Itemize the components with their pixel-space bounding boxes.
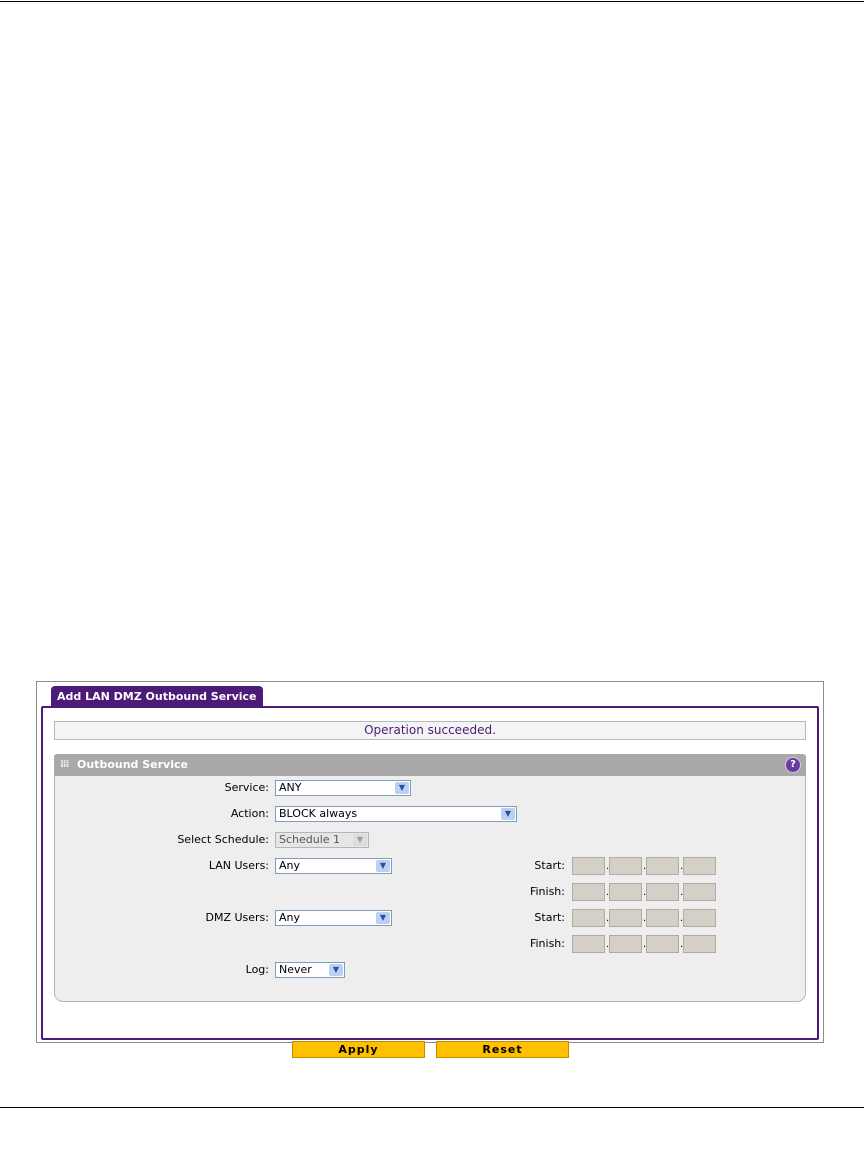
lan-finish-octet-2[interactable] [609, 883, 642, 901]
outbound-service-header [54, 754, 806, 776]
ip-dot: . [606, 913, 610, 924]
dmz-users-select[interactable] [275, 910, 392, 926]
dmz-finish-octet-1[interactable] [572, 935, 605, 953]
reset-button[interactable]: Reset [436, 1041, 569, 1058]
dmz-finish-ip [572, 935, 720, 953]
lan-start-label: Start: [534, 859, 565, 872]
dmz-finish-octet-4[interactable] [683, 935, 716, 953]
dmz-users-select-value: Any [279, 911, 301, 924]
dmz-finish-octet-3[interactable] [646, 935, 679, 953]
ip-dot: . [606, 887, 610, 898]
chevron-down-icon: ▼ [395, 782, 409, 794]
ip-dot: . [680, 913, 684, 924]
log-label: Log: [245, 963, 269, 976]
chevron-down-icon: ▼ [329, 964, 343, 976]
content-frame [41, 706, 819, 1056]
lan-finish-octet-1[interactable] [572, 883, 605, 901]
help-icon[interactable]: ? [785, 757, 801, 773]
ip-dot: . [606, 861, 610, 872]
page-bottom-rule [0, 1107, 864, 1108]
dmz-finish-label: Finish: [529, 937, 565, 950]
dmz-start-octet-3[interactable] [646, 909, 679, 927]
schedule-select [275, 832, 369, 848]
lan-finish-label: Finish: [529, 885, 565, 898]
service-select[interactable] [275, 780, 411, 796]
dmz-start-ip [572, 909, 720, 927]
lan-users-select[interactable] [275, 858, 392, 874]
lan-start-octet-4[interactable] [683, 857, 716, 875]
ip-dot: . [643, 861, 647, 872]
grip-icon: ⁞⁞⁞ [60, 759, 69, 770]
dmz-finish-octet-2[interactable] [609, 935, 642, 953]
section-title: Outbound Service [77, 758, 188, 771]
action-select-value: BLOCK always [279, 807, 358, 820]
lan-finish-ip [572, 883, 720, 901]
action-label: Action: [230, 807, 269, 820]
service-select-value: ANY [279, 781, 302, 794]
dmz-start-label: Start: [534, 911, 565, 924]
tab-add-lan-dmz-outbound-service[interactable]: Add LAN DMZ Outbound Service [51, 686, 263, 707]
ip-dot: . [680, 861, 684, 872]
router-config-screenshot [36, 681, 824, 1056]
ip-dot: . [680, 887, 684, 898]
lan-start-ip [572, 857, 720, 875]
dmz-start-octet-1[interactable] [572, 909, 605, 927]
chevron-down-icon: ▼ [353, 834, 367, 846]
schedule-label: Select Schedule: [177, 833, 269, 846]
service-label: Service: [224, 781, 269, 794]
lan-finish-octet-3[interactable] [646, 883, 679, 901]
apply-button[interactable]: Apply [292, 1041, 425, 1058]
ip-dot: . [643, 887, 647, 898]
lan-start-octet-3[interactable] [646, 857, 679, 875]
schedule-select-value: Schedule 1 [279, 833, 341, 846]
chevron-down-icon: ▼ [376, 912, 390, 924]
page-top-rule [0, 1, 864, 2]
lan-finish-octet-4[interactable] [683, 883, 716, 901]
dmz-start-octet-2[interactable] [609, 909, 642, 927]
dmz-start-octet-4[interactable] [683, 909, 716, 927]
ip-dot: . [643, 913, 647, 924]
lan-start-octet-2[interactable] [609, 857, 642, 875]
lan-start-octet-1[interactable] [572, 857, 605, 875]
lan-users-label: LAN Users: [208, 859, 269, 872]
ip-dot: . [680, 939, 684, 950]
ip-dot: . [606, 939, 610, 950]
dmz-users-label: DMZ Users: [205, 911, 269, 924]
action-select[interactable] [275, 806, 517, 822]
chevron-down-icon: ▼ [501, 808, 515, 820]
ip-dot: . [643, 939, 647, 950]
outbound-service-body [54, 776, 806, 1002]
status-message: Operation succeeded. [54, 721, 806, 740]
log-select-value: Never [279, 963, 312, 976]
chevron-down-icon: ▼ [376, 860, 390, 872]
lan-users-select-value: Any [279, 859, 301, 872]
log-select[interactable] [275, 962, 345, 978]
